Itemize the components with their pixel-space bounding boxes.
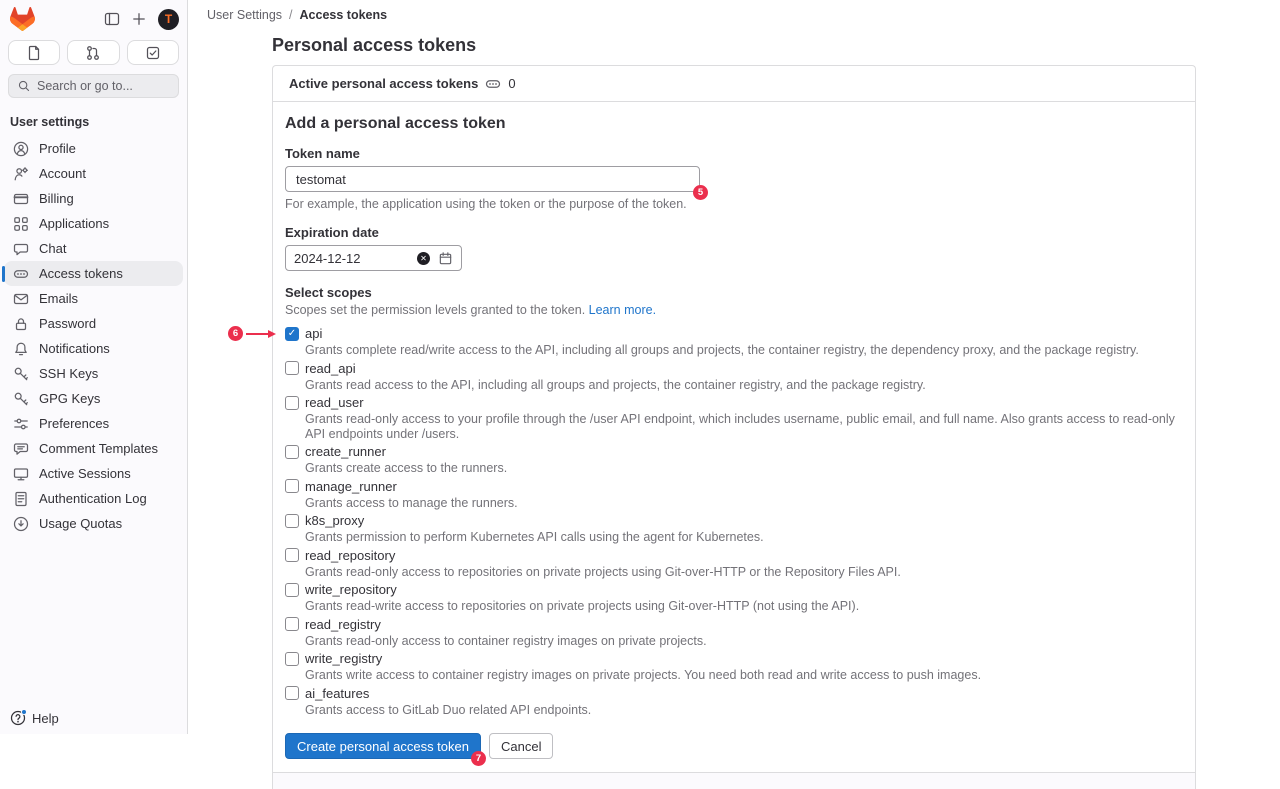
applications-icon bbox=[13, 216, 29, 232]
sidebar-nav bbox=[0, 136, 187, 536]
quota-icon bbox=[13, 516, 29, 532]
cancel-button[interactable]: Cancel bbox=[489, 733, 553, 759]
help-button[interactable] bbox=[10, 710, 59, 726]
scope-checkbox[interactable] bbox=[285, 514, 299, 528]
scopes-group bbox=[232, 285, 1179, 717]
page-title: Personal access tokens bbox=[272, 35, 477, 55]
access-tokens-card bbox=[232, 65, 1196, 789]
sidebar-item-notifications[interactable]: Notifications bbox=[4, 336, 183, 361]
expiration-date-value: 2024-12-12 bbox=[294, 250, 361, 266]
active-tokens-label: Active personal access tokens bbox=[289, 76, 479, 91]
scope-checkbox[interactable] bbox=[285, 548, 299, 562]
expiration-group bbox=[285, 225, 1179, 271]
token-icon bbox=[13, 266, 29, 282]
sidebar-item-usage-quotas[interactable]: Usage Quotas bbox=[4, 511, 183, 536]
breadcrumb bbox=[188, 0, 1280, 30]
chat-icon bbox=[13, 241, 29, 257]
annotation-arrow-6: 6 bbox=[228, 326, 277, 341]
scopes-hint: Scopes set the permission levels granted to the token. Learn more. bbox=[285, 303, 657, 317]
sidebar-item-gpg-keys[interactable]: GPG Keys bbox=[4, 386, 183, 411]
scope-checkbox[interactable] bbox=[285, 583, 299, 597]
token-name-input[interactable] bbox=[285, 166, 700, 192]
active-tokens-count: 0 bbox=[508, 76, 516, 91]
search-input[interactable] bbox=[8, 74, 179, 98]
token-name-label: Token name bbox=[285, 146, 360, 161]
merge-requests-shortcut-button[interactable] bbox=[67, 40, 119, 65]
sidebar-section-title: User settings bbox=[10, 115, 90, 129]
scope-read_registry: read_registry Grants read-only access to container registry images on private projects. bbox=[285, 617, 1179, 649]
sidebar-item-comment-templates[interactable]: Comment Templates bbox=[4, 436, 183, 461]
sidebar-top bbox=[0, 0, 187, 35]
scope-checkbox[interactable] bbox=[285, 652, 299, 666]
create-new-plus-icon[interactable] bbox=[131, 11, 147, 27]
token-icon bbox=[485, 76, 501, 92]
scope-create_runner: create_runner Grants create access to the runners. bbox=[285, 444, 1179, 476]
sidebar-item-billing[interactable]: Billing bbox=[4, 186, 183, 211]
sidebar-item-applications[interactable]: Applications bbox=[4, 211, 183, 236]
annotation-badge-5: 5 bbox=[693, 185, 708, 200]
sidebar-item-ssh-keys[interactable]: SSH Keys bbox=[4, 361, 183, 386]
scope-manage_runner: manage_runner Grants access to manage the runners. bbox=[285, 479, 1179, 511]
form-actions bbox=[285, 733, 1179, 764]
help-notification-dot bbox=[21, 709, 27, 715]
sidebar-shortcuts bbox=[0, 35, 187, 72]
account-icon bbox=[13, 166, 29, 182]
expiration-label: Expiration date bbox=[285, 225, 379, 240]
monitor-icon bbox=[13, 466, 29, 482]
breadcrumb-user-settings[interactable]: User Settings bbox=[207, 8, 283, 22]
scope-read_user: read_user Grants read-only access to your profile through the /user API endpoint, which includes username, public email, and full name. Also grants access to read-only API endpoints under /users. bbox=[285, 395, 1179, 441]
sliders-icon bbox=[13, 416, 29, 432]
token-name-hint: For example, the application using the token or the purpose of the token. bbox=[285, 197, 687, 211]
annotation-badge-7: 7 bbox=[471, 751, 486, 766]
sidebar-item-password[interactable]: Password bbox=[4, 311, 183, 336]
scope-checkbox[interactable] bbox=[285, 686, 299, 700]
sidebar-item-chat[interactable]: Chat bbox=[4, 236, 183, 261]
scope-checkbox[interactable]: ✓ bbox=[285, 327, 299, 341]
card-footer bbox=[273, 772, 1195, 789]
bell-icon bbox=[13, 341, 29, 357]
sidebar bbox=[0, 0, 188, 734]
calendar-icon[interactable] bbox=[438, 251, 453, 266]
active-tokens-header bbox=[273, 66, 1195, 102]
issues-icon bbox=[26, 45, 42, 61]
profile-icon bbox=[13, 141, 29, 157]
red-arrow-icon bbox=[245, 329, 277, 339]
avatar[interactable]: T bbox=[158, 9, 179, 30]
comment-templates-icon bbox=[13, 441, 29, 457]
help-label: Help bbox=[32, 710, 59, 726]
scope-api: 6 ✓ api Grants complete read/write access to the API, including all groups and projects, the container registry, the dependency proxy, and the package registry. bbox=[285, 326, 1179, 358]
gitlab-logo-icon[interactable] bbox=[10, 7, 35, 31]
create-token-button[interactable]: Create personal access token bbox=[285, 733, 481, 759]
search-placeholder: Search or go to... bbox=[37, 79, 133, 93]
todo-check-icon bbox=[145, 45, 161, 61]
merge-request-icon bbox=[85, 45, 101, 61]
scope-ai_features: ai_features Grants access to GitLab Duo related API endpoints. bbox=[285, 686, 1179, 718]
sidebar-item-access-tokens[interactable]: Access tokens bbox=[4, 261, 183, 286]
email-icon bbox=[13, 291, 29, 307]
sidebar-item-authentication-log[interactable]: Authentication Log bbox=[4, 486, 183, 511]
log-icon bbox=[13, 491, 29, 507]
key-icon bbox=[13, 366, 29, 382]
scopes-label: Select scopes bbox=[285, 285, 372, 300]
scope-checkbox[interactable] bbox=[285, 361, 299, 375]
main-area bbox=[188, 0, 1280, 764]
key-icon bbox=[13, 391, 29, 407]
scope-checkbox[interactable] bbox=[285, 396, 299, 410]
token-name-group bbox=[285, 146, 1179, 211]
breadcrumb-access-tokens[interactable]: Access tokens bbox=[299, 8, 388, 22]
scope-k8s_proxy: k8s_proxy Grants permission to perform Kubernetes API calls using the agent for Kubernetes. bbox=[285, 513, 1179, 545]
learn-more-link[interactable]: Learn more. bbox=[588, 303, 657, 317]
sidebar-item-emails[interactable]: Emails bbox=[4, 286, 183, 311]
search-icon bbox=[17, 79, 31, 93]
scope-checkbox[interactable] bbox=[285, 445, 299, 459]
sidebar-toggle-icon[interactable] bbox=[104, 11, 120, 27]
lock-icon bbox=[13, 316, 29, 332]
scope-write_repository: write_repository Grants read-write access to repositories on private projects using Git-over-HTTP (not using the API). bbox=[285, 582, 1179, 614]
clear-date-icon[interactable]: ✕ bbox=[417, 252, 430, 265]
issues-shortcut-button[interactable] bbox=[8, 40, 60, 65]
sidebar-item-preferences[interactable]: Preferences bbox=[4, 411, 183, 436]
scope-checkbox[interactable] bbox=[285, 617, 299, 631]
scopes-list bbox=[232, 326, 1179, 717]
scope-checkbox[interactable] bbox=[285, 479, 299, 493]
breadcrumb-separator: / bbox=[289, 8, 293, 22]
expiration-date-input[interactable] bbox=[285, 245, 462, 271]
todos-shortcut-button[interactable] bbox=[127, 40, 179, 65]
sidebar-item-account[interactable]: Account bbox=[4, 161, 183, 186]
sidebar-item-profile[interactable]: Profile bbox=[4, 136, 183, 161]
form-heading: Add a personal access token bbox=[285, 115, 506, 132]
scope-read_api: read_api Grants read access to the API, including all groups and projects, the container registry, and the package registry. bbox=[285, 361, 1179, 393]
sidebar-item-active-sessions[interactable]: Active Sessions bbox=[4, 461, 183, 486]
scope-read_repository: read_repository Grants read-only access to repositories on private projects using Git-over-HTTP or the Repository Files API. bbox=[285, 548, 1179, 580]
scope-write_registry: write_registry Grants write access to container registry images on private projects. You need both read and write access to push images. bbox=[285, 651, 1179, 683]
billing-icon bbox=[13, 191, 29, 207]
